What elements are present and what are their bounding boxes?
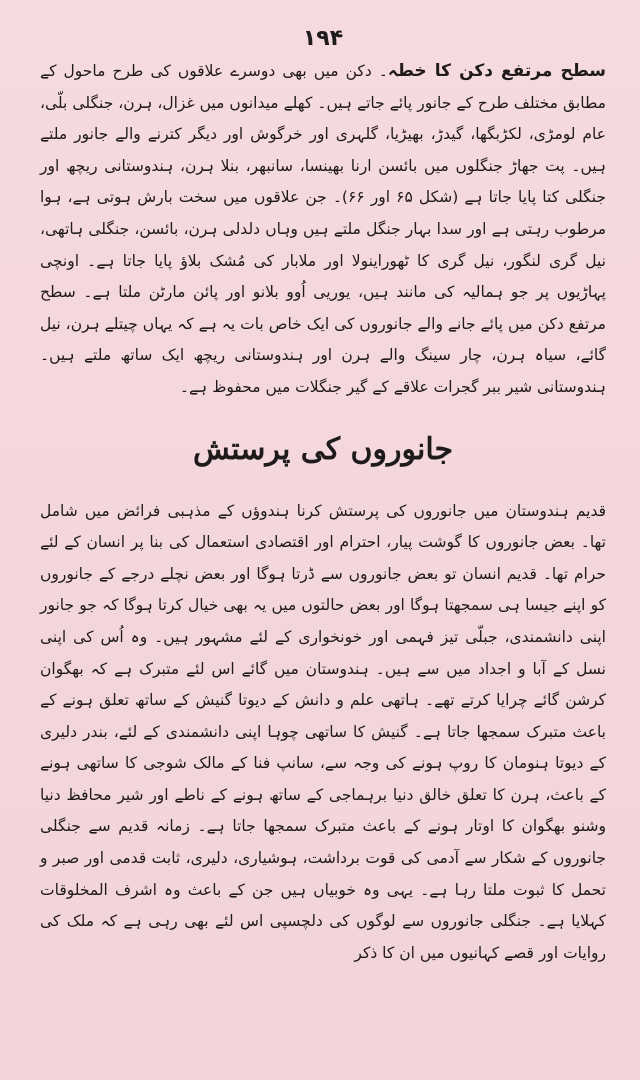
section-heading: جانوروں کی پرستش — [192, 431, 454, 467]
paragraph-deccan-plateau — [40, 56, 606, 404]
paragraph-deccan-text: ۔ دکن میں بھی دوسرے علاقوں کی طرح ماحول کے مطابق مختلف طرح کے جانور پائے جاتے ہیں۔ کھلے میدانوں میں غزال، ہرن، جنگلی بلّی، عام لومڑی، لکڑبگھا، گیدڑ، بھیڑیا، گلہری اور خرگوش اور دیگر کترنے والے جانور ملتے ہیں۔ پت جھاڑ جنگلوں میں بائسن ارنا بھینسا، سانبھر، بنلا ہرن، ہندوستانی ریچھ اور جنگلی کتا پایا جاتا ہے (شکل ۶۵ اور ۶۶)۔ جن علاقوں میں سخت بارش ہوتی ہے، ہوا مرطوب رہتی ہے اور سدا بہار جنگل ملتے ہیں وہاں دلدلی ہرن، بائسن، جنگلی ہاتھی، نیل گری لنگور، نیل گری کا ٹھوراینولا اور ملابار کی مُشک بلاؤ پایا جاتا ہے۔ اونچی پہاڑیوں پر جو ہمالیہ کی مانند ہیں، یوریی اُوو بلانو اور پائن مارٹن ملتا ہے۔ سطح مرتفع دکن میں پائے جانے والے جانوروں کی ایک خاص بات یہ ہے کہ یہاں چیتلے ہرن، نیل گائے، سیاہ ہرن، چار سینگ والے ہرن اور ہندوستانی ریچھ ایک ساتھ ملتے ہیں۔ ہندوستانی شیر ببر گجرات علاقے کے گیر جنگلات میں محفوظ ہے۔ — [40, 62, 606, 396]
page-number: ۱۹۴ — [302, 26, 344, 51]
paragraph-animal-worship: قدیم ہندوستان میں جانوروں کی پرستش کرنا ہندوؤں کے مذہبی فرائض میں شامل تھا۔ بعض جانوروں کا گوشت پیار، احترام اور اقتصادی استعمال کی بنا پر انسان کے لئے حرام تھا۔ قدیم انسان تو بعض جانوروں سے ڈرتا ہوگا اور بعض نچلے درجے کے جانوروں کو اپنے جیسا ہی سمجھتا ہوگا اور بعض حالتوں میں یہ بھی خیال کرتا ہوگا کہ جو جانور اپنی دانشمندی، جبلّی تیز فہمی اور خونخواری کے لئے مشہور ہیں۔ وہ اُس کی اپنی نسل کے آبا و اجداد میں سے ہیں۔ ہندوستان میں گائے اس لئے متبرک ہے کہ بھگوان کرشن گائے چرایا کرتے تھے۔ ہاتھی علم و دانش کے دیوتا گنیش کے ساتھ تعلق ہونے کے باعث متبرک سمجھا جاتا ہے۔ گنیش کا ساتھی چوہا اپنی دانشمندی کے لئے، بندر دلیری کے دیوتا ہنومان کا روپ ہونے کی وجہ سے، سانپ فنا کے مالک شوجی کا ساتھی ہونے کے باعث، ہرن کا تعلق خالق دنیا برہماجی کے ساتھ ہونے کے ناطے اور شیر محافظ دنیا وشنو بھگوان کا اوتار ہونے کے باعث متبرک سمجھا جاتا ہے۔ زمانہ قدیم سے جنگلی جانوروں کے شکار سے آدمی کی قوت برداشت، ہوشیاری، دلیری، ثابت قدمی اور صبر و تحمل کا ثبوت ملتا رہا ہے۔ یہی وہ خوبیاں ہیں جن کے باعث وہ اشرف المخلوقات کہلایا ہے۔ جنگلی جانوروں سے لوگوں کی دلچسپی اس لئے بھی رہی ہے کہ ملک کی روایات اور قصے کہانیوں میں ان کا ذکر — [40, 501, 606, 962]
section-lead-title: سطح مرتفع دکن کا خطہ — [387, 61, 606, 81]
